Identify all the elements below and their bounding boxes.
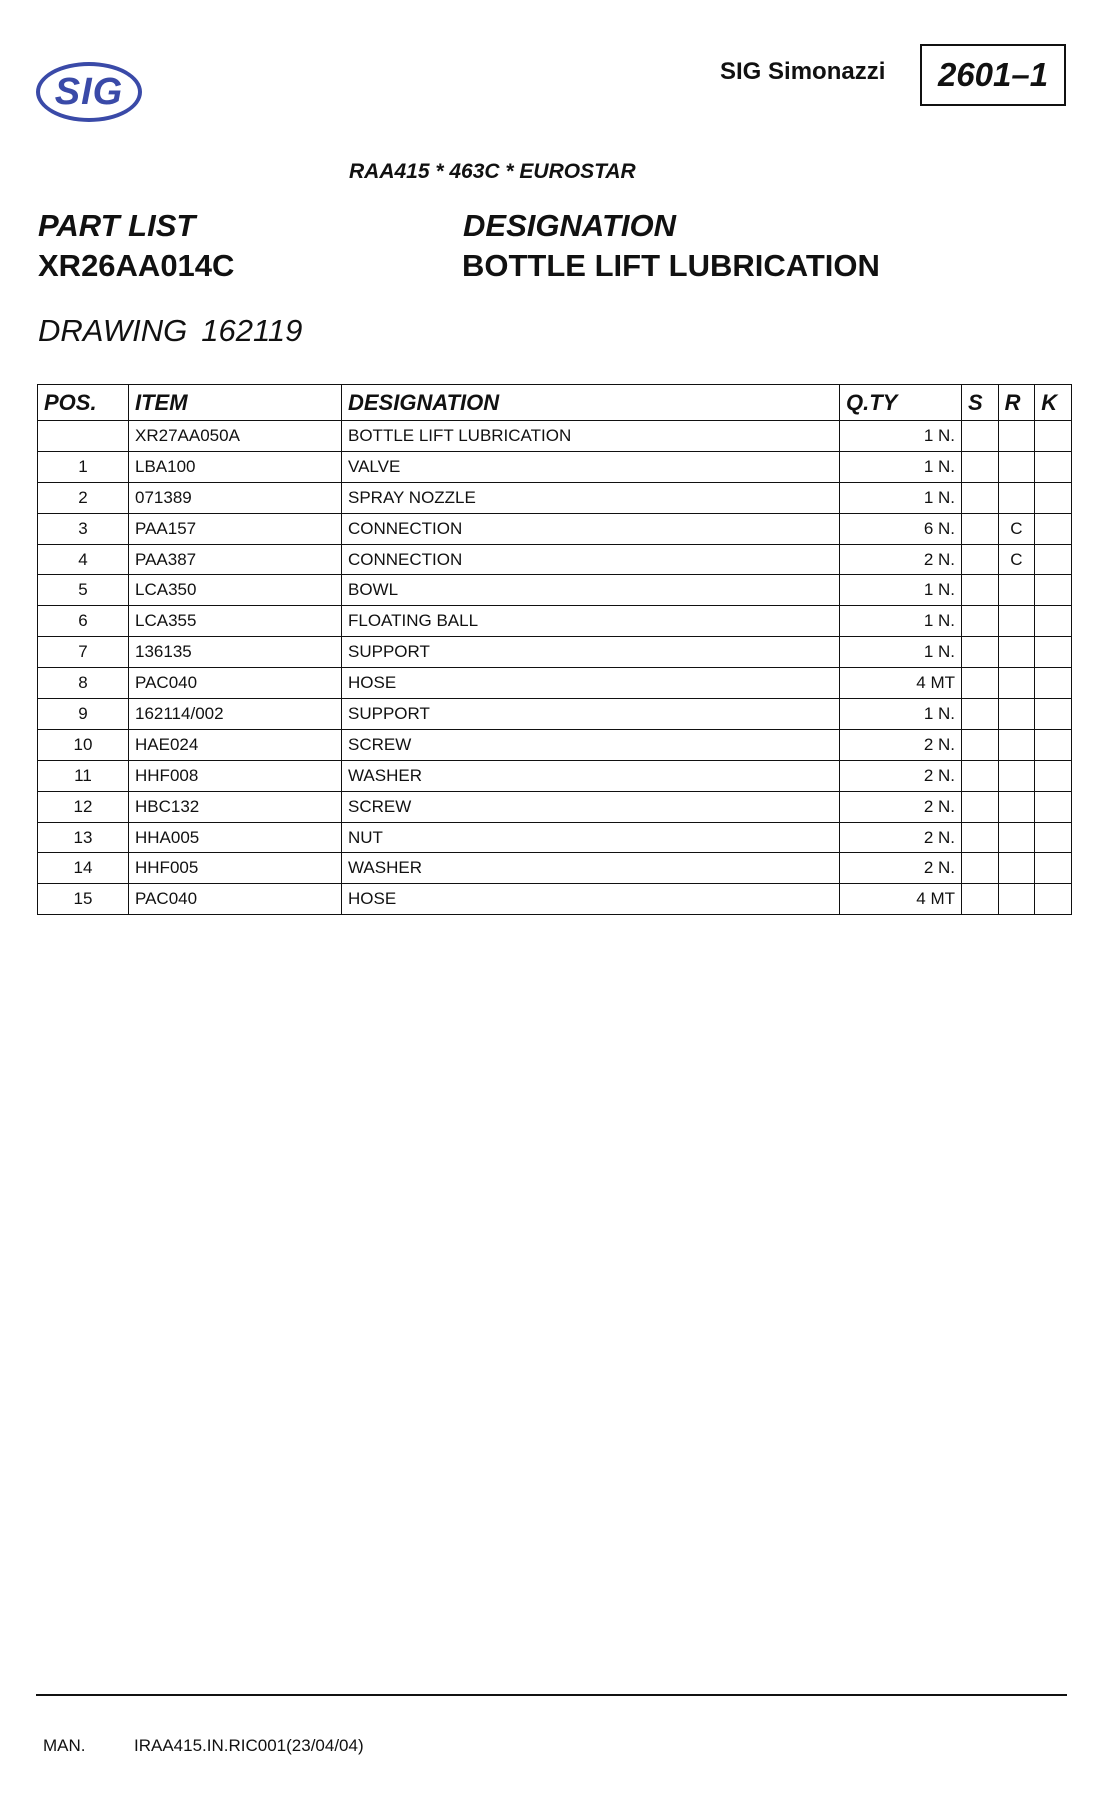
cell-s xyxy=(962,606,999,637)
cell-item: LCA350 xyxy=(129,575,342,606)
cell-designation: NUT xyxy=(342,822,840,853)
cell-k xyxy=(1035,421,1072,452)
table-row xyxy=(38,575,1072,606)
cell-item: LCA355 xyxy=(129,606,342,637)
cell-k xyxy=(1035,451,1072,482)
cell-designation: HOSE xyxy=(342,668,840,699)
cell-designation: CONNECTION xyxy=(342,513,840,544)
cell-item: 136135 xyxy=(129,637,342,668)
table-row xyxy=(38,699,1072,730)
cell-pos: 2 xyxy=(38,482,129,513)
cell-item: PAA157 xyxy=(129,513,342,544)
cell-pos: 12 xyxy=(38,791,129,822)
cell-s xyxy=(962,822,999,853)
cell-s xyxy=(962,544,999,575)
cell-k xyxy=(1035,729,1072,760)
cell-pos: 14 xyxy=(38,853,129,884)
cell-item: HAE024 xyxy=(129,729,342,760)
cell-k xyxy=(1035,575,1072,606)
cell-k xyxy=(1035,637,1072,668)
cell-r xyxy=(998,668,1035,699)
cell-s xyxy=(962,482,999,513)
cell-s xyxy=(962,668,999,699)
cell-item: HHF005 xyxy=(129,853,342,884)
sig-logo xyxy=(36,62,142,122)
cell-k xyxy=(1035,791,1072,822)
cell-s xyxy=(962,451,999,482)
cell-designation: VALVE xyxy=(342,451,840,482)
cell-designation: SUPPORT xyxy=(342,699,840,730)
cell-qty: 2 N. xyxy=(840,822,962,853)
cell-designation: BOWL xyxy=(342,575,840,606)
cell-item: HHA005 xyxy=(129,822,342,853)
cell-pos: 10 xyxy=(38,729,129,760)
table-header-row xyxy=(38,385,1072,421)
cell-k xyxy=(1035,699,1072,730)
table-row xyxy=(38,791,1072,822)
cell-k xyxy=(1035,513,1072,544)
cell-item: PAC040 xyxy=(129,884,342,915)
cell-k xyxy=(1035,482,1072,513)
cell-s xyxy=(962,853,999,884)
cell-r xyxy=(998,637,1035,668)
cell-k xyxy=(1035,544,1072,575)
table-row xyxy=(38,513,1072,544)
cell-r xyxy=(998,822,1035,853)
cell-r xyxy=(998,482,1035,513)
cell-item: HBC132 xyxy=(129,791,342,822)
cell-r xyxy=(998,729,1035,760)
table-row xyxy=(38,760,1072,791)
logo-text: SIG xyxy=(54,71,124,113)
cell-s xyxy=(962,575,999,606)
cell-qty: 2 N. xyxy=(840,729,962,760)
cell-qty: 1 N. xyxy=(840,699,962,730)
column-header-pos: POS. xyxy=(38,385,129,421)
cell-r xyxy=(998,575,1035,606)
designation-label: DESIGNATION xyxy=(463,208,676,243)
cell-designation: WASHER xyxy=(342,760,840,791)
table-row xyxy=(38,482,1072,513)
cell-qty: 6 N. xyxy=(840,513,962,544)
cell-s xyxy=(962,884,999,915)
column-header-s: S xyxy=(962,385,999,421)
cell-pos: 11 xyxy=(38,760,129,791)
table-row xyxy=(38,606,1072,637)
cell-designation: FLOATING BALL xyxy=(342,606,840,637)
cell-qty: 4 MT xyxy=(840,668,962,699)
part-list-label: PART LIST xyxy=(38,208,196,243)
cell-k xyxy=(1035,606,1072,637)
cell-designation: SCREW xyxy=(342,729,840,760)
designation-value: BOTTLE LIFT LUBRICATION xyxy=(462,248,880,283)
cell-qty: 4 MT xyxy=(840,884,962,915)
cell-s xyxy=(962,760,999,791)
cell-qty: 2 N. xyxy=(840,853,962,884)
cell-k xyxy=(1035,668,1072,699)
cell-r xyxy=(998,760,1035,791)
cell-pos: 3 xyxy=(38,513,129,544)
cell-pos: 4 xyxy=(38,544,129,575)
cell-pos: 5 xyxy=(38,575,129,606)
cell-pos: 13 xyxy=(38,822,129,853)
cell-item: PAC040 xyxy=(129,668,342,699)
cell-k xyxy=(1035,760,1072,791)
cell-s xyxy=(962,699,999,730)
cell-s xyxy=(962,729,999,760)
cell-r xyxy=(998,606,1035,637)
drawing-reference xyxy=(38,313,302,349)
cell-k xyxy=(1035,884,1072,915)
cell-r xyxy=(998,699,1035,730)
column-header-k: K xyxy=(1035,385,1072,421)
parts-table xyxy=(37,384,1072,915)
cell-pos: 7 xyxy=(38,637,129,668)
cell-qty: 2 N. xyxy=(840,760,962,791)
cell-pos: 8 xyxy=(38,668,129,699)
table-row xyxy=(38,729,1072,760)
table-row xyxy=(38,884,1072,915)
column-header-designation: DESIGNATION xyxy=(342,385,840,421)
column-header-item: ITEM xyxy=(129,385,342,421)
cell-qty: 1 N. xyxy=(840,482,962,513)
cell-k xyxy=(1035,853,1072,884)
table-row xyxy=(38,451,1072,482)
drawing-label: DRAWING xyxy=(38,313,188,348)
cell-r: C xyxy=(998,513,1035,544)
table-row xyxy=(38,637,1072,668)
model-line: RAA415 * 463C * EUROSTAR xyxy=(349,160,636,183)
table-row xyxy=(38,668,1072,699)
cell-r xyxy=(998,451,1035,482)
cell-pos: 6 xyxy=(38,606,129,637)
part-list-code: XR26AA014C xyxy=(38,248,235,283)
drawing-number: 162119 xyxy=(201,313,303,348)
cell-item: 162114/002 xyxy=(129,699,342,730)
table-row xyxy=(38,853,1072,884)
cell-designation: HOSE xyxy=(342,884,840,915)
cell-item: PAA387 xyxy=(129,544,342,575)
table-row xyxy=(38,822,1072,853)
cell-pos xyxy=(38,421,129,452)
cell-s xyxy=(962,513,999,544)
cell-designation: SUPPORT xyxy=(342,637,840,668)
table-row xyxy=(38,544,1072,575)
cell-designation: SCREW xyxy=(342,791,840,822)
cell-s xyxy=(962,791,999,822)
cell-pos: 1 xyxy=(38,451,129,482)
cell-s xyxy=(962,637,999,668)
cell-r xyxy=(998,791,1035,822)
cell-designation: CONNECTION xyxy=(342,544,840,575)
table-row xyxy=(38,421,1072,452)
cell-r: C xyxy=(998,544,1035,575)
cell-item: XR27AA050A xyxy=(129,421,342,452)
company-name: SIG Simonazzi xyxy=(720,58,886,85)
document-number-box xyxy=(920,44,1066,106)
cell-designation: WASHER xyxy=(342,853,840,884)
column-header-qty: Q.TY xyxy=(840,385,962,421)
footer-label: MAN. xyxy=(43,1736,86,1755)
cell-r xyxy=(998,884,1035,915)
footer-reference: IRAA415.IN.RIC001(23/04/04) xyxy=(134,1736,364,1755)
cell-item: LBA100 xyxy=(129,451,342,482)
cell-qty: 1 N. xyxy=(840,575,962,606)
cell-qty: 1 N. xyxy=(840,421,962,452)
parts-table-body xyxy=(38,421,1072,915)
cell-designation: SPRAY NOZZLE xyxy=(342,482,840,513)
cell-r xyxy=(998,421,1035,452)
cell-item: 071389 xyxy=(129,482,342,513)
cell-qty: 2 N. xyxy=(840,544,962,575)
cell-qty: 1 N. xyxy=(840,451,962,482)
cell-qty: 1 N. xyxy=(840,637,962,668)
cell-qty: 1 N. xyxy=(840,606,962,637)
cell-pos: 15 xyxy=(38,884,129,915)
cell-item: HHF008 xyxy=(129,760,342,791)
cell-s xyxy=(962,421,999,452)
footer-divider xyxy=(36,1694,1067,1696)
cell-designation: BOTTLE LIFT LUBRICATION xyxy=(342,421,840,452)
cell-qty: 2 N. xyxy=(840,791,962,822)
cell-r xyxy=(998,853,1035,884)
cell-k xyxy=(1035,822,1072,853)
column-header-r: R xyxy=(998,385,1035,421)
document-number: 2601–1 xyxy=(937,56,1049,93)
cell-pos: 9 xyxy=(38,699,129,730)
